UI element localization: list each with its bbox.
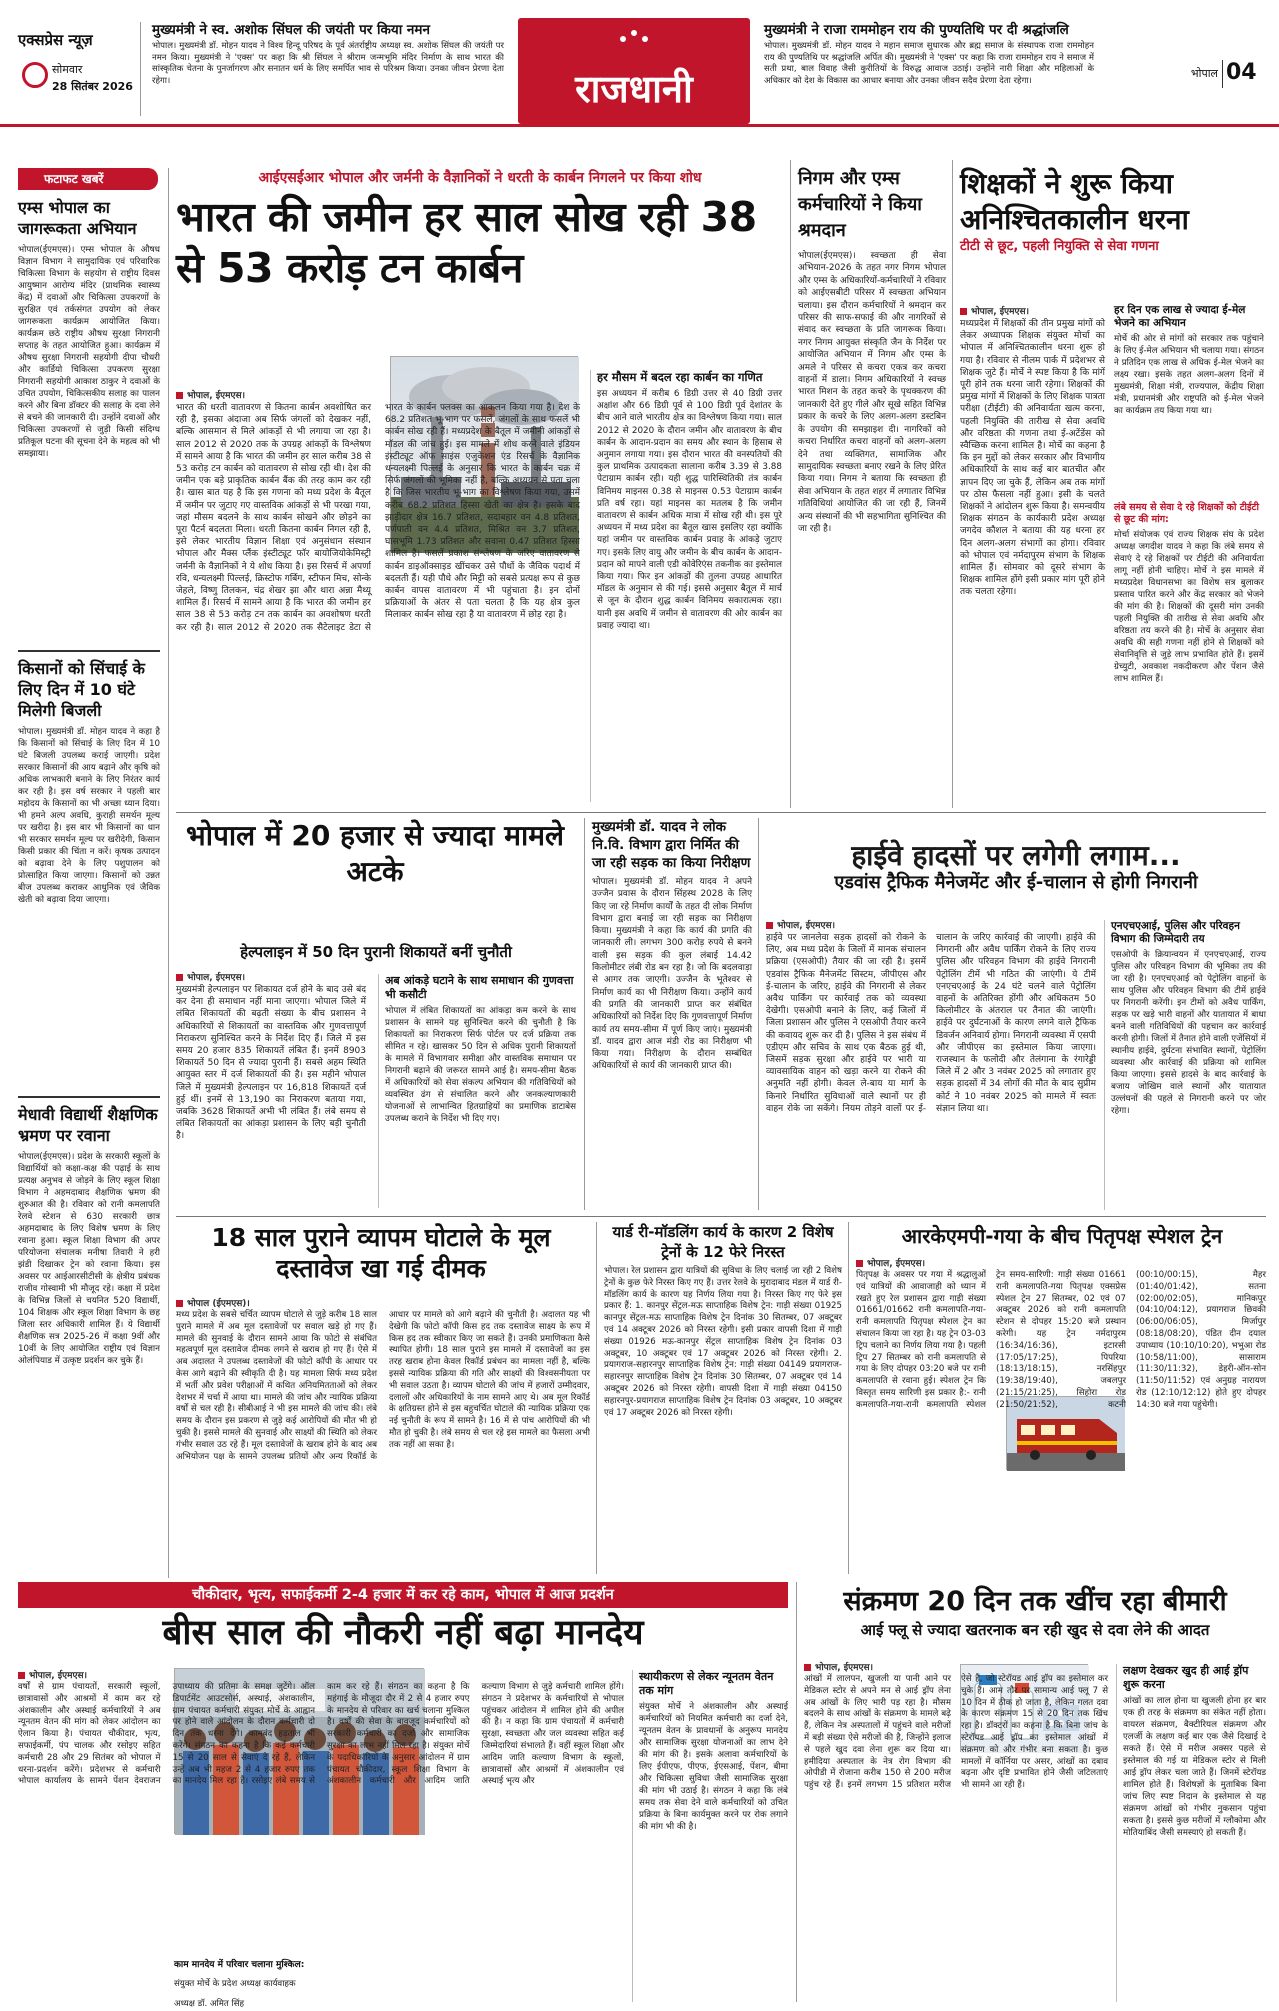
nigam-headline: निगम और एम्स कर्मचारियों ने किया श्रमदान [798, 168, 922, 241]
helpline-box-body: भोपाल में लंबित शिकायतों का आंकड़ा कम करने के साथ प्रशासन के सामने यह सुनिश्चित करने की चुनौती है कि शिकायतों का निराकरण सिर्फ पोर्टल पर दर्ज प्रक्रिया तक सीमित न रहे। खासकर 50 दिन से अधिक पुरानी शिकायतों के मामले में विभागवार समीक्षा और वास्तविक समाधान पर निगरानी बढ़ाने की जरूरत सामने आई है। समय-सीमा बैठक में अधिकारियों को सेवा संकल्प अभियान की गतिविधियों को व्यवस्थित ढंग से संचालित करने और जनकल्याणकारी योजनाओं से लाभान्वित हितग्राहियों का प्रमाणिक डाटाबेस उपलब्ध कराने के निर्देश भी दिए गए। [385, 1006, 576, 1124]
masthead-day: सोमवार [52, 63, 83, 76]
sankraman-dateline: भोपाल, ईएमएस। [804, 1660, 934, 1673]
sadak-story [592, 818, 752, 1210]
lead-dateline: भोपाल, ईएमएस। [176, 388, 306, 401]
vyapam-dateline: भोपाल (ईएमएस)। [176, 1296, 306, 1309]
shikshak-box-email [1114, 304, 1264, 494]
sidebar-tag [18, 168, 158, 190]
lead-sidebox-body: इस अध्ययन में करीब 6 डिग्री उत्तर से 40 डिग्री उत्तर अक्षांश और 66 डिग्री पूर्व से 100 डिग्री पूर्व देशांतर के बीच आने वाले भारतीय क्षेत्र का विश्लेषण किया गया। साल 2012 से 2020 के दौरान जमीन और वातावरण के बीच कार्बन के आदान-प्रदान का समय और स्थान के हिसाब से अनुमान लगाया गया। इस दौरान भारत की वनस्पतियों की कुल प्राथमिक उत्पादकता सालाना करीब 3.39 से 3.88 पेटाग्राम कार्बन रही। यही शुद्ध पारिस्थितिकी तंत्र कार्बन विनिमय माइनस 0.38 से माइनस 0.53 पेटाग्राम कार्बन प्रति वर्ष रहा। यहां माइनस का मतलब है कि जमीन वातावरण से कार्बन अधिक मात्रा में सोख रही थी। इस पूरे अध्ययन में मध्य प्रदेश का बैतूल खास इसलिए रहा क्योंकि यहां जमीन पर वास्तविक कार्बन प्रवाह के आंकड़े जुटाए गए। इसके लिए वायु और जमीन के बीच कार्बन के आदान-प्रदान को मापने वाली एडी कोवेरिएंस तकनीक का इस्तेमाल किया गया। फिर इन आंकड़ों की तुलना उपग्रह आधारित मॉडल के अनुमान से की गई। इससे अनुसार बैतूल में मार्च से जून के दौरान शुद्ध कार्बन विनिमय सकारात्मक रहा। यानी इस अवधि में जमीन से वातावरण की ओर कार्बन का प्रवाह ज्यादा था। [597, 389, 782, 631]
sankraman-box-headline: लक्षण देखकर खुद ही आई ड्रॉप शुरू करना [1123, 1664, 1249, 1691]
highway-box-body: एसओपी के क्रियान्वयन में एनएचएआई, राज्य पुलिस और परिवहन विभाग की भूमिका तय की जा रही है। एनएचएआई को पेट्रोलिंग वाहनों के साथ पुलिस और परिवहन विभाग की टीमें हाईवे पर निगरानी करेंगी। इन टीमों को अवैध पार्किंग, सड़क पर खड़े भारी वाहनों और यातायात में बाधा बनने वाली गतिविधियों की पहचान कर कार्रवाई करनी होगी। जिलों में तैनात होने वाली एजेंसियों में स्थानीय हाईवे, दुर्घटना संभावित स्थानों, पेट्रोलिंग व्यवस्था और कार्रवाई की प्रक्रिया को शामिल किया जाएगा। इससे हादसे के बाद कार्रवाई के बजाय जोखिम वाले स्थानों और यातायात उल्लंघनों की पहले से निगरानी करने पर जोर रहेगा। [1111, 950, 1266, 1116]
sadak-body: भोपाल। मुख्यमंत्री डॉ. मोहन यादव ने अपने उज्जैन प्रवास के दौरान सिंहस्थ 2028 के लिए किए जा रहे निर्माण कार्यों के तहत दी लोक निर्माण विभाग द्वारा बनाई जा रही सड़क का निरीक्षण किया। मुख्यमंत्री ने कहा कि कार्य की प्रगति की जानकारी ली। लगभग 300 करोड़ रुपये से बनने वाली इस सड़क की कुल लंबाई 14.42 किलोमीटर लंबी रोड बन रहा है। जो कि बदलवाड़ा से आगर तक जाएगी। उज्जैन के भूतेश्वर से निर्माण कार्य का भी निरीक्षण किया। उन्होंने कार्य की प्रगति की जानकारी प्राप्त कर संबंधित अधिकारियों को निर्देश दिए कि गुणवत्तापूर्ण निर्माण कार्य तय समय-सीमा में पूर्ण किए जाएं। मुख्यमंत्री डॉ. यादव द्वारा आज मंडी रोड का निरीक्षण भी किया गया। निरीक्षण के दौरान सम्बंधित अधिकारियों से कार्य की जानकारी प्राप्त की। [592, 877, 752, 1072]
chowkidar-box-headline: स्थायीकरण से लेकर न्यूनतम वेतन तक मांग [639, 1670, 774, 1697]
train-pitri-headline: आरकेएमपी-गया के बीच पितृपक्ष स्पेशल ट्रेन [901, 1224, 1223, 1248]
highway-dateline: भोपाल, ईएमएस। [766, 918, 896, 931]
sidebar-story-aiims [18, 197, 160, 643]
top-right-body: भोपाल। मुख्यमंत्री डॉ. मोहन यादव ने महान समाज सुधारक और ब्रह्म समाज के संस्थापक राजा राममोहन राय की पुण्यतिथि पर श्रद्धांजलि अर्पित की। मुख्यमंत्री ने 'एक्स' पर कहा कि राजा राममोहन राय ने समाज में सती प्रथा, बाल विवाह जैसी कुरीतियों के विरुद्ध आवाज उठाई। उन्होंने नारी शिक्षा और महिलाओं के अधिकार को देश के विकास का आधार बनाया और उनका जीवन सदैव प्रेरणा देता रहेगा। [764, 41, 1094, 86]
sankraman-box [1116, 1664, 1266, 2002]
shikshak-story [960, 166, 1260, 286]
helpline-subheadline: हेल्पलाइन में 50 दिन पुरानी शिकायतें बनीं चुनौती [240, 943, 512, 961]
train-yard-story [604, 1222, 842, 1574]
shikshak-headline: शिक्षकों ने शुरू किया अनिश्चितकालीन धरना [960, 167, 1189, 236]
chowkidar-dateline: भोपाल, ईएमएस। [18, 1668, 148, 1681]
sidebar-medhavi-body: भोपाल(ईएमएस)। प्रदेश के सरकारी स्कूलों के विद्यार्थियों को कक्षा-कक्ष की पढ़ाई के साथ प्रत्यक्ष अनुभव से जोड़ने के लिए स्कूल शिक्षा विभाग ने अहमदाबाद शैक्षणिक भ्रमण की शुरुआत की है। रविवार को रानी कमलापति रेलवे स्टेशन से 630 सरकारी छात्र अहमदाबाद के लिए विशेष भ्रमण के लिए रवाना हुआ। स्कूल शिक्षा विभाग की अपर परियोजना संचालक मनीषा तिवारी ने हरी झंडी दिखाकर ट्रेन को रवाना किया। इस अवसर पर आईआरसीटीसी के क्षेत्रीय प्रबंधक राजीव गोस्वामी भी मौजूद रहे। कक्षा में प्रदेश के विभिन्न जिलों से चयनित 520 विद्यार्थी, 104 शिक्षक और स्कूल शिक्षा विभाग के छह जिला स्तर अधिकारी शामिल हैं। ये विद्यार्थी शैक्षणिक सत्र 2025-26 में कक्षा 9वीं और 10वीं के लिए आयोजित राष्ट्रीय एवं विज्ञान ओलंपियाड में उत्कृष्ट प्रदर्शन कर चुके हैं। [18, 1152, 160, 1366]
shikshak-subheadline: टीटी से छूट, पहली नियुक्ति से सेवा गणना [960, 239, 1159, 254]
section-name: राजधानी [575, 67, 693, 111]
sankraman-box-body: आंखों का लाल होना या खुजली होना हर बार एक ही तरह के संक्रमण का संकेत नहीं होता। वायरल संक्रमण, बैक्टीरियल संक्रमण और एलर्जी के लक्षण कई बार एक जैसे दिखाई दे सकते हैं। ऐसे में मरीज अक्सर पहले से इस्तेमाल की गई या मेडिकल स्टोर से मिली आई ड्रॉप लेकर चला जाते हैं। जिनमें स्टेरॉयड शामिल होते हैं। विशेषज्ञों के मुताबिक बिना जांच लिए स्पष्ट निदान के इस्तेमाल से यह संक्रमण आंखों को गंभीर नुकसान पहुंचा सकता है। इससे कुछ मरीजों में ग्लौकोमा और मोतियाबिंद जैसी समस्याएं हो सकती हैं। [1123, 1696, 1266, 1838]
vyapam-story [176, 1222, 586, 1302]
sidebar-story-medhavi [18, 1104, 160, 1572]
highway-headline: हाईवे हादसों पर लगेगी लगाम... [851, 839, 1181, 872]
sankraman-headline: संक्रमण 20 दिन तक खींच रहा बीमारी [843, 1586, 1227, 1617]
vyapam-body: मध्य प्रदेश के सबसे चर्चित व्यापम घोटाले से जुड़े करीब 18 साल पुराने मामले में अब मूल दस्तावेजों पर सवाल खड़े हो गए हैं। मामले की सुनवाई के दौरान सामने आया कि फोटो से संबंधित महत्वपूर्ण मूल दस्तावेज दीमक लगने से खराब हो गए हैं। ऐसे में अब अदालत ने उपलब्ध दस्तावेजों की फोटो कॉपी के आधार पर केस आगे बढ़ाने की स्वीकृति दी है। यह मामला सिर्फ मध्य प्रदेश में भर्ती और प्रवेश परीक्षाओं में कथित अनियमितताओं को लेकर देशभर में चर्चा में आया था। मामले की जांच और न्यायिक प्रक्रिया वर्षों से चल रही है। सीबीआई ने भी इस मामले की जांच की। लंबे समय के दौरान इस प्रकरण से जुड़े कई आरोपियों की मौत भी हो चुकी है। इससे मामले की सुनवाई और साक्ष्यों की स्थिति को लेकर गंभीर सवाल उठ रहे हैं। मूल दस्तावेजों के खराब होने के बाद अब अभियोजन पक्ष के सामने उपलब्ध प्रतियों और अन्य रिकॉर्ड के आधार पर मामले को आगे बढ़ाने की चुनौती है। अदालत यह भी देखेगी कि फोटो कॉपी किस हद तक दस्तावेज साक्ष्य के रूप में किस हद तक स्वीकार किए जा सकते हैं। उनकी प्रमाणिकता कैसे स्थापित होगी। 18 साल पुराने इस मामले में दस्तावेजों का इस तरह खराब होना केवल रिकॉर्ड प्रबंधन का मामला नहीं है, बल्कि इससे न्यायिक प्रक्रिया की गति और साक्ष्यों की विश्वसनीयता पर भी सवाल उठता है। व्यापम घोटाले की जांच में हजारों उम्मीदवार, दलालों और अधिकारियों के नाम सामने आए थे। अब मूल रिकॉर्ड के क्षतिग्रस्त होने से इस बहुचर्चित घोटाले की न्यायिक प्रक्रिया एक नई चुनौती के रूप में सामने है। 16 में से पांच आरोपियों की भी मौत हो चुकी है। लंबे समय से चल रहे इस मामले का फैसला अभी तक नहीं आ सका है। [176, 1310, 591, 1462]
sankraman-story [804, 1584, 1266, 1654]
chowkidar-box-body: संयुक्त मोर्चे ने अंशकालीन और अस्थाई कर्मचारियों को नियमित कर्मचारी का दर्जा देने, न्यूनतम वेतन के प्रावधानों के अनुरूप मानदेय और सामाजिक सुरक्षा योजनाओं का लाभ देने की मांग की है। इसके अलावा कर्मचारियों के लिए ईपीएफ, पीएफ, ईएसआई, पेंशन, बीमा और चिकित्सा सुविधा जैसी सामाजिक सुरक्षा की मांग भी उठाई है। संगठन ने कहा कि लंबे समय तक सेवा देने वाले कर्मचारियों को उचित प्रक्रिया के बिना कार्यमुक्त करने पर रोक लगाने की मांग भी की है। [639, 1702, 788, 1832]
highway-story [766, 840, 1266, 900]
section-logo [518, 18, 750, 124]
shikshak-box-tet-headline: लंबे समय से सेवा दे रहे शिक्षकों को टीईटी से छूट की मांग: [1114, 502, 1259, 525]
helpline-box-headline: अब आंकड़े घटाने के साथ समाधान की गुणवत्ता भी कसौटी [385, 974, 574, 1001]
chowkidar-banner-text: चौकीदार, भृत्य, सफाईकर्मी 2-4 हजार में कर रहे काम, भोपाल में आज प्रदर्शन [192, 1587, 614, 1603]
sadak-headline: मुख्यमंत्री डॉ. यादव ने लोक नि.वि. विभाग द्वारा निर्मित की जा रही सड़क का किया निरीक्षण [592, 819, 751, 871]
sidebar-aiims-body: भोपाल(ईएमएस)। एम्स भोपाल के औषध विज्ञान विभाग ने सामुदायिक एवं परिवारिक चिकित्सा विभाग के सहयोग से राष्ट्रीय दिवस आयुष्मान आरोग्य मंदिर (प्राथमिक स्वास्थ्य केंद्र) में दवाओं और चिकित्सा उपकरणों के सुरक्षित एवं तर्कसंगत उपयोग को लेकर जागरूकता कार्यक्रम आयोजित किया। कार्यक्रम छठे राष्ट्रीय औषध सुरक्षा निगरानी सप्ताह के तहत आयोजित हुआ। कार्यक्रम में औषध सुरक्षा निगरानी सहयोगी दीपा चौधरी और कार्डियो चिकित्सा उपकरण सुरक्षा निगरानी सहयोगी आकाश ठाकुर ने दवाओं के उचित उपयोग, चिकित्सकीय सलाह का पालन करने और बिना डॉक्टर की सलाह के दवा लेने से बचने की जानकारी दी। उन्होंने दवाओं और चिकित्सा उपकरणों से जुड़ी किसी संदिग्ध प्रतिकूल घटना की सूचना देने के महत्व को भी समझाया। [18, 245, 160, 459]
helpline-dateline: भोपाल, ईएमएस। [176, 970, 306, 983]
nigam-body: भोपाल(ईएमएस)। स्वच्छता ही सेवा अभियान-2026 के तहत नगर निगम भोपाल और एम्स के अधिकारियों-कर्मचारियों ने रविवार को आईएसबीटी परिसर में स्वच्छता अभियान चलाया। इस दौरान कर्मचारियों ने श्रमदान कर परिसर की साफ-सफाई की और नागरिकों से संवाद कर स्वच्छता के प्रति जागरूक किया। नगर निगम आयुक्त संस्कृति जैन के निर्देश पर आयोजित अभियान में निगम और एम्स के अमले ने परिसर से कचरा एकत्र कर कचरा वाहनों में डाला। निगम अधिकारियों ने स्वच्छ भारत मिशन के तहत कचरे के पृथक्करण की जानकारी देते हुए गीले और सूखे सहित विभिन्न प्रकार के कचरे के लिए अलग-अलग डस्टबिन के उपयोग की समझाइश दी। नागरिकों को कचरा निर्धारित कचरा वाहनों को अलग-अलग देने तथा व्यक्तिगत, सामाजिक और सामुदायिक स्वच्छता बनाए रखने के लिए प्रेरित किया गया। निगम ने बताया कि स्वच्छता ही सेवा अभियान के तहत शहर में लगातार विभिन्न गतिविधियां आयोजित की जा रही हैं, जिनमें अन्य संस्थानों की भी सहभागिता सुनिश्चित की जा रही है। [798, 251, 946, 534]
highway-box-headline: एनएचएआई, पुलिस और परिवहन विभाग की जिम्मेदारी तय [1111, 920, 1240, 945]
shikshak-box-tet-body: मोर्चा संयोजक एवं राज्य शिक्षक संघ के प्रदेश अध्यक्ष जगदीश यादव ने कहा कि लंबे समय से सेवाएं दे रहे शिक्षकों पर टीईटी की अनिवार्यता लागू नहीं होनी चाहिए। मोर्चे ने इस मामले में मध्यप्रदेश विधानसभा का विशेष सत्र बुलाकर प्रस्ताव पारित करने और केंद्र सरकार को भेजने की मांग की है। शिक्षकों की दूसरी मांग उनकी पहली नियुक्ति की तारीख से सेवा अवधि और वरिष्ठता तय करने की है। मोर्चे के अनुसार सेवा अवधि की सही गणना नहीं होने से शिक्षकों को सेवानिवृत्ति से जुड़े लाभ प्रभावित होते हैं। इसमें ग्रेच्युटी, अवकाश नकदीकरण और पेंशन जैसे लाभ शामिल हैं। [1114, 530, 1264, 684]
highway-body: हाईवे पर जानलेवा सड़क हादसों को रोकने के लिए, अब मध्य प्रदेश के जिलों में मानक संचालन प्रक्रिया (एसओपी) तैयार की जा रही है। इसमें एडवांस ट्रैफिक मैनेजमेंट सिस्टम, जीपीएस और ई-चालान के जरिए, हाईवे की निगरानी से लेकर अवैध पार्किंग पर कार्रवाई तक को व्यवस्था देखेगी। एसओपी बनाने के लिए, कई जिलों में जिला प्रशासन और पुलिस ने एसओपी तैयार करने की कवायद शुरू कर दी है। पुलिस ने इस संबंध में एडीएम और सचिव के साथ एक बैठक हुई थी, जिसमें सड़क सुरक्षा और हाईवे पर भारी या व्यावसायिक वाहन को खड़ा करने या रोकने की अनुमति नहीं होगी। केवल ले-बाय या मार्ग के किनारे निर्धारित सुविधाओं वाले स्थानों पर ही वाहन रोके जा सकेंगे। नियम तोड़ने वालों पर ई-चालान के जरिए कार्रवाई की जाएगी। हाईवे की निगरानी और अवैध पार्किंग रोकने के लिए राज्य पुलिस और परिवहन विभाग की हाईवे निगरानी पेट्रोलिंग टीमें भी गठित की जाएंगी। ये टीमें एनएचएआई के 24 घंटे चलने वाले पेट्रोलिंग वाहनों के अतिरिक्त होंगी और अधिकतम 50 किलोमीटर के अंतराल पर तैनात की जाएंगी। हाईवे पर दुर्घटनाओं के कारण लगने वाले ट्रैफिक डिवर्जन अनिवार्य होगा। निगरानी व्यवस्था में एसपी और जीपीएस का इस्तेमाल किया जाएगा। राजस्थान के फलोदी और तेलंगाना के रंगारेड्डी जिले में 2 और 3 नवंबर 2025 को लगातार हुए सड़क हादसों में 34 लोगों की मौत के बाद सुप्रीम कोर्ट ने 10 नवंबर 2025 को मामले में स्वतः संज्ञान लिया था। [766, 933, 1096, 1114]
sidebar-story-kisan [18, 658, 160, 1090]
sankraman-subheadline: आई फ्लू से ज्यादा खतरनाक बन रही खुद से दवा लेने की आदत [860, 1621, 1210, 1639]
helpline-story [176, 818, 574, 958]
chowkidar-headline: बीस साल की नौकरी नहीं बढ़ा मानदेय [162, 1613, 644, 1653]
chowkidar-box [632, 1670, 788, 2002]
lead-sidebox-headline: हर मौसम में बदल रहा कार्बन का गणित [597, 370, 763, 384]
top-left-headline: मुख्यमंत्री ने स्व. अशोक सिंघल की जयंती पर किया नमन [152, 22, 430, 38]
lead-headline: भारत की जमीन हर साल सोख रही 38 से 53 करोड़ टन कार्बन [176, 193, 757, 292]
brand-name: एक्सप्रेस न्यूज़ [18, 31, 93, 49]
train-pitri-dateline: भोपाल, ईएमएस। [856, 1256, 986, 1269]
lead-sidebox [590, 370, 782, 802]
nigam-story [798, 166, 946, 806]
helpline-headline: भोपाल में 20 हजार से ज्यादा मामले अटके [186, 819, 564, 888]
section-logo-dots-icon [620, 30, 648, 48]
chowkidar-banner [18, 1582, 788, 1608]
chowkidar-body: वर्षों से ग्राम पंचायतों, सरकारी स्कूलों, छात्रावासों और आश्रमों में काम कर रहे अंशकालीन और अस्थाई कर्मचारियों ने अब न्यूनतम वेतन की मांग को लेकर आंदोलन का ऐलान किया है। पंचायत चौकीदार, भृत्य, सफाईकर्मी, पंप चालक और रसोइए सहित कर्मचारी 28 और 29 सितंबर को भोपाल में धरना-प्रदर्शन करेंगे। प्रदेशभर से कर्मचारी भोपाल कार्यालय के सामने पेंशन देवराजन उपाध्याय की प्रतिमा के समक्ष जुटेंगे। ऑल डिपार्टमेंट आउटसोर्स, अस्थाई, अंशकालीन, ग्राम पंचायत कर्मचारी संयुक्त मोर्चे के आह्वान पर होने वाले आंदोलन के दौरान कर्मचारी दो दिन तक धरना देंगे। कामबंद हड़ताल भी करेंगे। संगठन का कहना है कि कई कर्मचारी 15 से 20 साल से सेवाएं दे रहे हैं, लेकिन उन्हें अब भी महज 2 से 4 हजार रुपए तक का मानदेय मिल रहा है। रसोइए लंबे समय से काम कर रहे हैं। संगठन का कहना है कि महंगाई के मौजूदा दौर में 2 से 4 हजार रुपए के मानदेय से परिवार का खर्च चलाना मुश्किल है। वर्षों की सेवा के बावजूद कर्मचारियों को सरकारी कर्मचारी का दर्जा और सामाजिक सुरक्षा का लाभ नहीं मिल रहा है। संयुक्त मोर्चे के पदाधिकारियों के अनुसार आंदोलन में ग्राम पंचायत चौकीदार, स्कूल शिक्षा विभाग के अंशकालीन कर्मचारी और आदिम जाति कल्याण विभाग से जुड़े कर्मचारी शामिल होंगे। संगठन ने प्रदेशभर के कर्मचारियों से भोपाल पहुंचकर आंदोलन में शामिल होने की अपील की है। न कहा कि ग्राम पंचायतों में कर्मचारी सुरक्षा, स्वच्छता और जल व्यवस्था सहित कई जिम्मेदारियां संभालते हैं। वहीं स्कूल शिक्षा और आदिम जाति कल्याण विभाग के स्कूलों, छात्रावासों और आश्रमों में अंशकालीन एवं अस्थाई भृत्य और [18, 1682, 624, 1787]
page-number: 04 [1226, 60, 1257, 85]
train-pitri-body: पितृपक्ष के अवसर पर गया में श्रद्धालुओं एवं यात्रियों की आवाजाही को ध्यान में रखते हुए रेल प्रशासन द्वारा गाड़ी संख्या 01661/01662 रानी कमलापति-गया-रानी कमलापति पितृपक्ष स्पेशल ट्रेन का संचालन किया जा रहा है। यह ट्रेन 03-03 ट्रिप चलाने का निर्णय लिया गया है। पहली ट्रिप 27 सितम्बर को रानी कमलापति से गया के लिए दोपहर 03:20 बजे पर रानी कमलापति से रवाना हुई। स्पेशल ट्रेन कि विस्तृत समय सारिणी इस प्रकार है:- रानी कमलापति-गया-रानी कमलापति स्पेशल ट्रेन समय-सारिणी: गाड़ी संख्या 01661 रानी कमलापति-गया पितृपक्ष एक्सप्रेस स्पेशल ट्रेन 27 सितम्बर, 02 एवं 07 अक्टूबर 2026 को रानी कमलापति स्टेशन से दोपहर 15:20 बजे प्रस्थान करेगी। यह ट्रेन नर्मदापुरम (16:34/16:36), इटारसी (17:05/17:25), पिपरिया (18:13/18:15), नरसिंहपुर (19:38/19:40), जबलपुर (21:15/21:25), सिहोरा रोड (21:50/21:52), कटनी (00:10/00:15), मैहर (01:40/01:42), सतना (02:00/02:05), मानिकपुर (04:10/04:12), प्रयागराज छिवकी (06:00/06:05), मिर्जापुर (08:18/08:20), पंडित दीन दयाल उपाध्याय (10:10/10:20), भभुआ रोड (10:58/11:00), सासाराम (11:30/11:32), डेहरी-ऑन-सोन (11:50/11:52) एवं अनुग्रह नारायण रोड (12:10/12:12) होते हुए दोपहर 14:30 बजे गया पहुंचेगी। [856, 1270, 1266, 1410]
vyapam-headline: 18 साल पुराने व्यापम घोटाले के मूल दस्तावेज खा गई दीमक [211, 1223, 551, 1283]
highway-box [1104, 920, 1266, 1210]
shikshak-body: मध्यप्रदेश में शिक्षकों की तीन प्रमुख मांगों को लेकर अध्यापक शिक्षक संयुक्त मोर्चा का भोपाल में अनिश्चितकालीन धरना शुरू हो गया है। रविवार से नीलम पार्क में प्रदेशभर से शिक्षक जुटे हैं। मोर्चे ने स्पष्ट किया है कि मांगें पूरी होने तक धरना जारी रहेगा। शिक्षकों की प्रमुख मांगों में शिक्षकों के लिए शिक्षक पात्रता परीक्षा (टीईटी) की अनिवार्यता खत्म करना, पहली नियुक्ति की तारीख से सेवा अवधि और वरिष्ठता की गणना तथा ई-अटेंडेंस को स्वैच्छिक करना शामिल है। मोर्चे का कहना है कि इन मुद्दों को लेकर सरकार और विभागीय अधिकारियों के साथ कई बार बातचीत और ज्ञापन दिए जा चुके हैं, लेकिन अब तक मांगों पर ठोस फैसला नहीं हुआ। इसी के चलते शिक्षकों ने आंदोलन शुरू किया है। समन्वयीय शिक्षक संगठन के कार्यकारी प्रदेश अध्यक्ष जगदेव कौशल ने बताया की यह धरना हर दिन अलग-अलग संभागों का होगा। रविवार को भोपाल एवं नर्मदापुरम संभाग के शिक्षक शामिल हैं। सोमवार को दूसरे संभाग के शिक्षक शामिल होंगे इसी प्रकार मांग पूरी होने तक चलता रहेगा। [960, 319, 1105, 598]
train-yard-headline: यार्ड री-मॉडलिंग कार्य के कारण 2 विशेष ट्रेनों के 12 फेरे निरस्त [612, 1223, 834, 1261]
masthead-date: 28 सितंबर 2026 [52, 80, 133, 93]
sankraman-body: आंखों में लालपन, खुजली या पानी आने पर मेडिकल स्टोर से अपने मन से आई ड्रॉप लेना अब आंखों के लिए भारी पड़ रहा है। मौसम बदलने के साथ आंखों के संक्रमण के मामले बढ़े हैं, लेकिन नेत्र अस्पतालों में पहुंचने वाले मरीजों में बड़ी संख्या ऐसे मरीजों की है, जिन्होंने इलाज से पहले खुद दवा लेना शुरू कर दिया था। हमीदिया अस्पताल के नेत्र रोग विभाग की ओपीडी में रोजाना करीब 150 से 200 मरीज पहुंच रहे हैं। इनमें लगभग 15 प्रतिशत मरीज ऐसे हैं, जो स्टेरॉयड आई ड्रॉप का इस्तेमाल कर चुके हैं। आम तौर पर सामान्य आई फ्लू 7 से 10 दिन में ठीक हो जाता है, लेकिन गलत दवा के कारण संक्रमण 15 से 20 दिन तक खिंच रहा है। डॉक्टरों का कहना है कि बिना जांच के स्टेरॉयड आई ड्रॉप का इस्तेमाल आंखों में संक्रमण को और गंभीर बना सकता है। कुछ मामलों में कॉर्निया पर असर, आंखों का दबाव बढ़ना और दृष्टि प्रभावित होने जैसी जटिलताएं भी सामने आ रही हैं। [804, 1674, 1108, 1791]
lead-body: भारत की धरती वातावरण से कितना कार्बन अवशोषित कर रही है, इसका अंदाजा अब सिर्फ जंगलों को देखकर नहीं, बल्कि आसमान से मिले आंकड़ों से भी लगाया जा रहा है। साल 2012 से 2020 तक के उपग्रह आंकड़ों के विश्लेषण में सामने आया है कि भारत की जमीन हर साल करीब 38 से 53 करोड़ टन कार्बन को वातावरण से सोख रही थी। देश की जमीन एक बड़े प्राकृतिक कार्बन बैंक की तरह काम कर रही है। खास बात यह है कि इस गणना को मध्य प्रदेश के बैतूल में जमीन पर जुटाए गए वास्तविक आंकड़ों से भी परखा गया, जहां मौसम बदलने के साथ कार्बन सोखने और छोड़ने का पूरा पैटर्न बदलता मिला। धरती कितना कार्बन निगल रही है, इसे लेकर भारतीय विज्ञान शिक्षा एवं अनुसंधान संस्थान भोपाल और मैक्स प्लैंक इंस्टीट्यूट फॉर बायोजियोकेमिस्ट्री जर्मनी के वैज्ञानिकों ने ये शोध किया है। इस रिसर्च में अपर्णा रवि, धन्यलक्ष्मी पिल्लई, क्रिस्टोफ गर्बिग, स्टीफन मिच, सोन्के जेहले, विष्णु तिलकन, चंद्र शेखर झा और थारा अन्ना मैथ्यू शामिल हैं। रिसर्च में सामने आया है कि भारत की जमीन हर साल 38 से 53 करोड़ टन तक कार्बन का अवशोषण धरती कर रही है। साल 2012 से 2020 तक सैटेलाइट डेटा से भारत के कार्बन फ्लक्स का आकलन किया गया है। देश के 68.2 प्रतिशत भू-भाग पर फसलें, जंगलों के साथ फसलें भी कार्बन सोख रही हैं। मध्यप्रदेश के बैतूल में जमीनी आंकड़ों से मॉडल की जांच हुई। इस मामले में शोध करने वाले इंडियन इंस्टीट्यूट ऑफ साइंस एजुकेशन एंड रिसर्च के वैज्ञानिक धन्यलक्ष्मी पिल्लई के अनुसार कि भारत के कार्बन चक्र में सिर्फ जंगलों की भूमिका नहीं है, बल्कि अध्ययन से पता चला है कि जिस भारतीय भू-भाग का विश्लेषण किया गया, उसमें करीब 68.2 प्रतिशत हिस्सा खेती का क्षेत्र है। इसके बाद झाड़ीदार क्षेत्र 16.7 प्रतिशत, सदाबहार वन 4.8 प्रतिशत, पर्णपाती वन 4.4 प्रतिशत, मिश्रित वन 3.7 प्रतिशत, घासभूमि 1.73 प्रतिशत और सवाना 0.47 प्रतिशत हिस्सा शामिल है। फसलें प्रकाश संश्लेषण के जरिए वातावरण से कार्बन डाइऑक्साइड खींचकर उसे पौधों के जैविक पदार्थ में बदलती हैं। यही पौधे और मिट्टी को सबसे प्रत्यक्ष रूप से कुछ कार्बन वापस वातावरण में भी पहुंचाता है। इन दोनों प्रक्रियाओं के अंतर से पता चलता है कि यह क्षेत्र कुल मिलाकर कार्बन सोख रहा है या वातावरण में छोड़ रहा है। [176, 403, 580, 633]
shikshak-box-email-body: मोर्चे की ओर से मांगों को सरकार तक पहुंचाने के लिए ई-मेल अभियान भी चलाया गया। संगठन ने प्रतिदिन एक लाख से अधिक ई-मेल भेजने का लक्ष्य रखा। इसके तहत अलग-अलग दिनों में मुख्यमंत्री, शिक्षा मंत्री, राज्यपाल, केंद्रीय शिक्षा मंत्री, प्रधानमंत्री और राष्ट्रपति को ई-मेल भेजने का कार्यक्रम तय किया गया था। [1114, 334, 1264, 416]
helpline-body: मुख्यमंत्री हेल्पलाइन पर शिकायत दर्ज होने के बाद उसे बंद कर देना ही समाधान नहीं माना जाएगा। भोपाल जिले में लंबित शिकायतों की बढ़ती संख्या के बीच प्रशासन ने अधिकारियों से शिकायतों का वास्तविक और गुणवत्तापूर्ण निराकरण सुनिश्चित करने के निर्देश दिए हैं। जिले में इस समय 20 हजार 835 शिकायतें लंबित हैं। इनमें 8903 शिकायतें 50 दिन से ज्यादा पुरानी हैं। सबसे अहम स्थिति आयुक्त स्तर में दर्ज शिकायतों की है। इस महीने भोपाल जिले में मुख्यमंत्री हेल्पलाइन पर 16,818 शिकायतें दर्ज हुई थीं। इनमें से 13,190 का निराकरण बताया गया, जबकि 3628 शिकायतें अभी भी लंबित हैं। लंबे समय से लंबित शिकायतों का आंकड़ा प्रशासन के लिए बड़ी चुनौती है। [176, 985, 366, 1142]
top-right-story [764, 22, 1192, 114]
shikshak-box-email-headline: हर दिन एक लाख से ज्यादा ई-मेल भेजने का अभियान [1114, 304, 1246, 329]
helpline-box [378, 974, 576, 1208]
sidebar-kisan-body: भोपाल। मुख्यमंत्री डॉ. मोहन यादव ने कहा है कि किसानों को सिंचाई के लिए दिन में 10 घंटे बिजली उपलब्ध कराई जाएगी। प्रदेश सरकार किसानों की आय बढ़ाने और कृषि को अधिक लाभकारी बनाने के लिए निरंतर कार्य कर रही है। इस वर्ष सरकार ने पहली बार महोदय के किसानों का भी अच्छा ध्यान दिया। भी हमने अल्प अवधि, कुराही समर्थन मूल्य पर खरीदा है। इस बार भी किसानों का धान भी सरकार समर्थन मूल्य पर खरीदेगी, किसान किसी प्रकार की चिंता न करें। कृषक उत्पादन को बढ़ावा देने के लिए पशुपालन को प्रोत्साहित किया जाएगा। किसानों को उन्नत बीज उपलब्ध कराकर आधुनिक एवं जैविक खेती को बढ़ावा दिया जाएगा। [18, 727, 160, 905]
sidebar-tag-label: फटाफट खबरें [44, 172, 104, 186]
chowkidar-subhead-mandey [174, 1952, 314, 2009]
page-city: भोपाल [1190, 67, 1218, 80]
highway-subheadline: एडवांस ट्रैफिक मैनेजमेंट और ई-चालान से होगी निगरानी [834, 872, 1198, 893]
chowkidar-subhead-mandey-title: काम मानदेय में परिवार चलाना मुश्किल: [174, 1960, 305, 1970]
sidebar-medhavi-headline: मेधावी विद्यार्थी शैक्षणिक भ्रमण पर रवाना [18, 1105, 158, 1145]
top-left-story [152, 22, 504, 114]
train-yard-body: भोपाल। रेल प्रशासन द्वारा यात्रियों की सुविधा के लिए चलाई जा रही 2 विशेष ट्रेनों के कुछ फेरे निरस्त किए गए हैं। उत्तर रेलवे के मुरादाबाद मंडल में यार्ड री-मॉडलिंग कार्य के कारण यह निर्णय लिया गया है। निरस्त किए गए फेरे इस प्रकार हैं: 1. कानपुर सेंट्रल-मऊ साप्ताहिक विशेष ट्रेन: गाड़ी संख्या 01925 कानपुर सेंट्रल-मऊ साप्ताहिक विशेष ट्रेन दिनांक 30 सितम्बर, 07 अक्टूबर एवं 14 अक्टूबर 2026 को निरस्त रहेगी। इसी प्रकार वापसी दिशा में गाड़ी संख्या 01926 मऊ-कानपुर सेंट्रल साप्ताहिक विशेष ट्रेन दिनांक 03 अक्टूबर, 10 अक्टूबर एवं 17 अक्टूबर 2026 को निरस्त रहेगी। 2. प्रयागराज-सहारनपुर साप्ताहिक विशेष ट्रेन: गाड़ी संख्या 04149 प्रयागराज-सहारनपुर साप्ताहिक विशेष ट्रेन दिनांक 30 सितम्बर, 07 अक्टूबर एवं 14 अक्टूबर 2026 को निरस्त रहेगी। वापसी दिशा में गाड़ी संख्या 04150 सहारनपुर-प्रयागराज साप्ताहिक विशेष ट्रेन दिनांक 03 अक्टूबर, 10 अक्टूबर एवं 17 अक्टूबर 2026 को निरस्त रहेगी। [604, 1266, 842, 1418]
chowkidar-subhead-mandey-body: संयुक्त मोर्चे के प्रदेश अध्यक्ष कार्यवाहक अध्यक्ष डॉ. अमित सिंह [174, 1979, 296, 2009]
brand-logo-icon [22, 62, 48, 88]
shikshak-dateline: भोपाल, ईएमएस। [960, 304, 1090, 317]
top-left-body: भोपाल। मुख्यमंत्री डॉ. मोहन यादव ने विश्व हिन्दू परिषद के पूर्व अंतर्राष्ट्रीय अध्यक्ष स्व. अशोक सिंघल की जयंती पर नमन किया। मुख्यमंत्री ने 'एक्स' पर कहा कि श्री सिंघल ने श्रीराम जन्मभूमि मंदिर निर्माण के साथ भारत की सांस्कृतिक चेतना के पुनर्जागरण और सनातन धर्म के लिए समर्पित भाव से परिश्रम किया। उनका जीवन प्रेरणा देता रहेगा। [152, 41, 504, 86]
sidebar-kisan-headline: किसानों को सिंचाई के लिए दिन में 10 घंटे मिलेगी बिजली [18, 659, 145, 720]
shikshak-box-tet [1114, 502, 1264, 808]
lead-kicker: आईएसईआर भोपाल और जर्मनी के वैज्ञानिकों ने धरती के कार्बन निगलने पर किया शोध [258, 170, 702, 186]
top-right-headline: मुख्यमंत्री ने राजा राममोहन राय की पुण्यतिथि पर दी श्रद्धांजलि [764, 22, 1069, 38]
sidebar-aiims-headline: एम्स भोपाल का जागरूकता अभियान [18, 198, 137, 238]
